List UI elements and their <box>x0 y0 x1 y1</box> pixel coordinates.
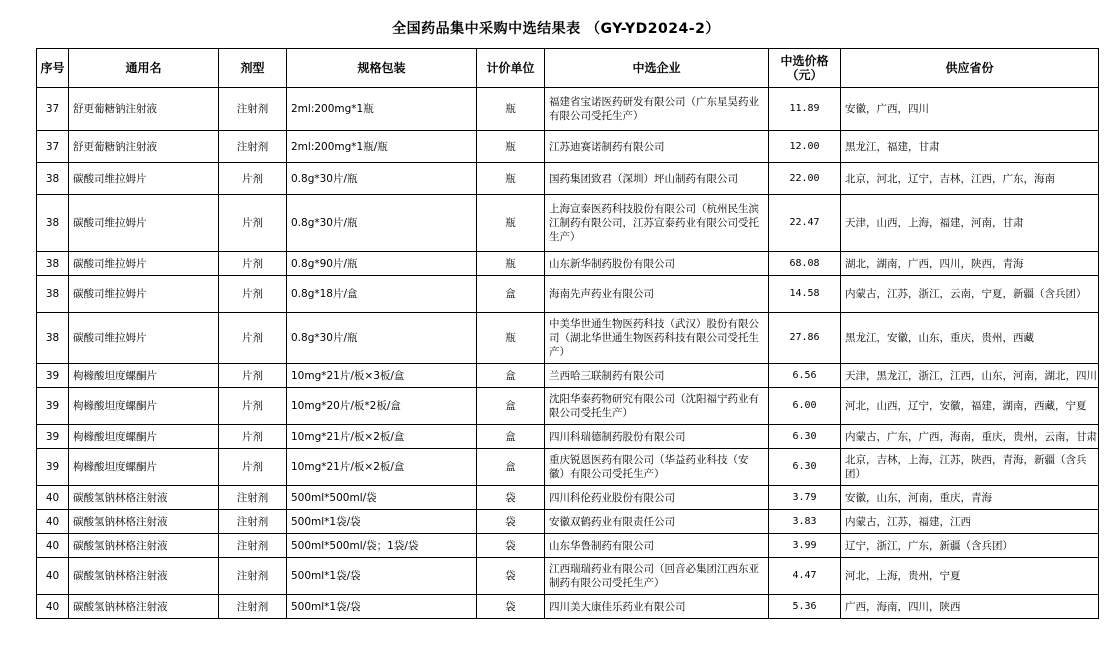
table-row <box>37 534 1099 558</box>
cell-name: 碳酸司维拉姆片 <box>69 276 219 313</box>
cell-provinces: 广西，海南，四川，陕西 <box>841 595 1099 619</box>
cell-provinces: 北京，河北，辽宁，吉林，江西，广东，海南 <box>841 163 1099 195</box>
cell-unit: 袋 <box>477 486 545 510</box>
cell-spec: 500ml*1袋/袋 <box>287 510 477 534</box>
cell-provinces: 内蒙古，江苏，福建，江西 <box>841 510 1099 534</box>
header-unit: 计价单位 <box>477 49 545 88</box>
cell-company: 上海宣泰医药科技股份有限公司（杭州民生滨江制药有限公司，江苏宣泰药业有限公司受托生产） <box>545 195 769 252</box>
cell-price: 6.30 <box>769 449 841 486</box>
cell-seq: 38 <box>37 195 69 252</box>
cell-price: 14.58 <box>769 276 841 313</box>
cell-unit: 袋 <box>477 595 545 619</box>
cell-spec: 10mg*21片/板×2板/盒 <box>287 449 477 486</box>
cell-seq: 40 <box>37 595 69 619</box>
header-provinces: 供应省份 <box>841 49 1099 88</box>
cell-form: 片剂 <box>219 364 287 388</box>
cell-price: 22.47 <box>769 195 841 252</box>
cell-seq: 40 <box>37 486 69 510</box>
cell-spec: 0.8g*30片/瓶 <box>287 163 477 195</box>
cell-spec: 500ml*500ml/袋；1袋/袋 <box>287 534 477 558</box>
cell-spec: 0.8g*30片/瓶 <box>287 313 477 364</box>
cell-spec: 10mg*21片/板×2板/盒 <box>287 425 477 449</box>
cell-company: 江苏迪赛诺制药有限公司 <box>545 131 769 163</box>
cell-company: 山东华鲁制药有限公司 <box>545 534 769 558</box>
cell-provinces: 湖北，湖南，广西，四川，陕西，青海 <box>841 252 1099 276</box>
cell-price: 22.00 <box>769 163 841 195</box>
cell-company: 海南先声药业有限公司 <box>545 276 769 313</box>
cell-seq: 40 <box>37 558 69 595</box>
cell-name: 碳酸氢钠林格注射液 <box>69 534 219 558</box>
header-form: 剂型 <box>219 49 287 88</box>
cell-form: 注射剂 <box>219 534 287 558</box>
cell-name: 碳酸氢钠林格注射液 <box>69 510 219 534</box>
cell-seq: 39 <box>37 425 69 449</box>
cell-price: 6.30 <box>769 425 841 449</box>
cell-unit: 袋 <box>477 510 545 534</box>
cell-company: 山东新华制药股份有限公司 <box>545 252 769 276</box>
cell-provinces: 北京，吉林，上海，江苏，陕西，青海，新疆（含兵团） <box>841 449 1099 486</box>
cell-seq: 37 <box>37 131 69 163</box>
cell-seq: 39 <box>37 364 69 388</box>
cell-spec: 0.8g*90片/瓶 <box>287 252 477 276</box>
cell-name: 碳酸司维拉姆片 <box>69 252 219 276</box>
cell-seq: 39 <box>37 449 69 486</box>
cell-provinces: 黑龙江，安徽，山东，重庆，贵州，西藏 <box>841 313 1099 364</box>
table-row <box>37 364 1099 388</box>
cell-provinces: 安徽，广西，四川 <box>841 88 1099 131</box>
cell-provinces: 安徽，山东，河南，重庆，青海 <box>841 486 1099 510</box>
cell-unit: 盒 <box>477 388 545 425</box>
cell-provinces: 辽宁，浙江，广东，新疆（含兵团） <box>841 534 1099 558</box>
cell-name: 碳酸司维拉姆片 <box>69 313 219 364</box>
cell-provinces: 天津，黑龙江，浙江，江西，山东，河南，湖北，四川 <box>841 364 1099 388</box>
cell-unit: 袋 <box>477 558 545 595</box>
table-row <box>37 195 1099 252</box>
cell-seq: 38 <box>37 313 69 364</box>
header-row <box>37 49 1099 88</box>
cell-unit: 瓶 <box>477 131 545 163</box>
cell-form: 注射剂 <box>219 595 287 619</box>
cell-unit: 瓶 <box>477 313 545 364</box>
cell-company: 四川科瑞德制药股份有限公司 <box>545 425 769 449</box>
table-row <box>37 486 1099 510</box>
cell-form: 注射剂 <box>219 486 287 510</box>
cell-company: 福建省宝诺医药研发有限公司（广东星昊药业有限公司受托生产） <box>545 88 769 131</box>
cell-unit: 盒 <box>477 425 545 449</box>
cell-seq: 37 <box>37 88 69 131</box>
results-table <box>36 48 1099 619</box>
table-row <box>37 388 1099 425</box>
cell-unit: 瓶 <box>477 252 545 276</box>
cell-seq: 38 <box>37 163 69 195</box>
cell-spec: 0.8g*18片/盒 <box>287 276 477 313</box>
cell-form: 注射剂 <box>219 131 287 163</box>
cell-spec: 10mg*21片/板×3板/盒 <box>287 364 477 388</box>
cell-company: 中美华世通生物医药科技（武汉）股份有限公司（湖北华世通生物医药科技有限公司受托生产） <box>545 313 769 364</box>
cell-seq: 38 <box>37 252 69 276</box>
page-title: 全国药品集中采购中选结果表 （GY-YD2024-2） <box>392 21 720 37</box>
table-row <box>37 252 1099 276</box>
cell-form: 片剂 <box>219 388 287 425</box>
cell-provinces: 天津，山西，上海，福建，河南，甘肃 <box>841 195 1099 252</box>
cell-provinces: 内蒙古，江苏，浙江，云南，宁夏，新疆（含兵团） <box>841 276 1099 313</box>
table-row <box>37 425 1099 449</box>
cell-form: 片剂 <box>219 425 287 449</box>
cell-price: 27.86 <box>769 313 841 364</box>
cell-price: 3.83 <box>769 510 841 534</box>
cell-unit: 盒 <box>477 276 545 313</box>
header-seq: 序号 <box>37 49 69 88</box>
header-price: 中选价格（元） <box>769 49 841 88</box>
cell-form: 片剂 <box>219 252 287 276</box>
table-body <box>37 88 1099 619</box>
cell-price: 12.00 <box>769 131 841 163</box>
cell-name: 舒更葡糖钠注射液 <box>69 131 219 163</box>
cell-spec: 0.8g*30片/瓶 <box>287 195 477 252</box>
cell-name: 舒更葡糖钠注射液 <box>69 88 219 131</box>
cell-form: 片剂 <box>219 449 287 486</box>
cell-price: 6.56 <box>769 364 841 388</box>
cell-provinces: 内蒙古，广东，广西，海南，重庆，贵州，云南，甘肃 <box>841 425 1099 449</box>
cell-provinces: 黑龙江，福建，甘肃 <box>841 131 1099 163</box>
cell-name: 枸橼酸坦度螺酮片 <box>69 364 219 388</box>
cell-form: 片剂 <box>219 195 287 252</box>
header-name: 通用名 <box>69 49 219 88</box>
cell-price: 3.99 <box>769 534 841 558</box>
cell-company: 安徽双鹤药业有限责任公司 <box>545 510 769 534</box>
cell-spec: 500ml*500ml/袋 <box>287 486 477 510</box>
cell-company: 国药集团致君（深圳）坪山制药有限公司 <box>545 163 769 195</box>
cell-price: 6.00 <box>769 388 841 425</box>
cell-spec: 10mg*20片/板*2板/盒 <box>287 388 477 425</box>
cell-spec: 2ml:200mg*1瓶/瓶 <box>287 131 477 163</box>
table-row <box>37 558 1099 595</box>
cell-name: 碳酸氢钠林格注射液 <box>69 558 219 595</box>
cell-price: 5.36 <box>769 595 841 619</box>
cell-unit: 瓶 <box>477 195 545 252</box>
cell-price: 68.08 <box>769 252 841 276</box>
cell-price: 3.79 <box>769 486 841 510</box>
cell-name: 碳酸氢钠林格注射液 <box>69 486 219 510</box>
table-row <box>37 88 1099 131</box>
cell-name: 枸橼酸坦度螺酮片 <box>69 425 219 449</box>
cell-form: 片剂 <box>219 276 287 313</box>
cell-spec: 500ml*1袋/袋 <box>287 558 477 595</box>
cell-provinces: 河北，上海，贵州，宁夏 <box>841 558 1099 595</box>
cell-unit: 盒 <box>477 449 545 486</box>
cell-company: 四川科伦药业股份有限公司 <box>545 486 769 510</box>
cell-unit: 盒 <box>477 364 545 388</box>
header-spec: 规格包装 <box>287 49 477 88</box>
cell-seq: 40 <box>37 510 69 534</box>
cell-spec: 2ml:200mg*1瓶 <box>287 88 477 131</box>
cell-seq: 38 <box>37 276 69 313</box>
cell-price: 4.47 <box>769 558 841 595</box>
table-row <box>37 313 1099 364</box>
cell-company: 江西瑞瑞药业有限公司（回音必集团江西东亚制药有限公司受托生产） <box>545 558 769 595</box>
cell-company: 沈阳华泰药物研究有限公司（沈阳福宁药业有限公司受托生产） <box>545 388 769 425</box>
cell-form: 注射剂 <box>219 510 287 534</box>
cell-name: 碳酸司维拉姆片 <box>69 163 219 195</box>
table-row <box>37 131 1099 163</box>
cell-form: 片剂 <box>219 313 287 364</box>
cell-name: 碳酸氢钠林格注射液 <box>69 595 219 619</box>
header-company: 中选企业 <box>545 49 769 88</box>
table-row <box>37 449 1099 486</box>
cell-form: 片剂 <box>219 163 287 195</box>
cell-unit: 袋 <box>477 534 545 558</box>
cell-unit: 瓶 <box>477 88 545 131</box>
cell-company: 兰西哈三联制药有限公司 <box>545 364 769 388</box>
cell-provinces: 河北，山西，辽宁，安徽，福建，湖南，西藏，宁夏 <box>841 388 1099 425</box>
table-row <box>37 510 1099 534</box>
cell-form: 注射剂 <box>219 88 287 131</box>
table-row <box>37 163 1099 195</box>
cell-name: 枸橼酸坦度螺酮片 <box>69 449 219 486</box>
cell-name: 枸橼酸坦度螺酮片 <box>69 388 219 425</box>
cell-spec: 500ml*1袋/袋 <box>287 595 477 619</box>
cell-form: 注射剂 <box>219 558 287 595</box>
cell-seq: 40 <box>37 534 69 558</box>
cell-company: 四川美大康佳乐药业有限公司 <box>545 595 769 619</box>
cell-company: 重庆锐恩医药有限公司（华益药业科技（安徽）有限公司受托生产） <box>545 449 769 486</box>
table-row <box>37 595 1099 619</box>
cell-name: 碳酸司维拉姆片 <box>69 195 219 252</box>
cell-seq: 39 <box>37 388 69 425</box>
table-row <box>37 276 1099 313</box>
cell-unit: 瓶 <box>477 163 545 195</box>
cell-price: 11.89 <box>769 88 841 131</box>
